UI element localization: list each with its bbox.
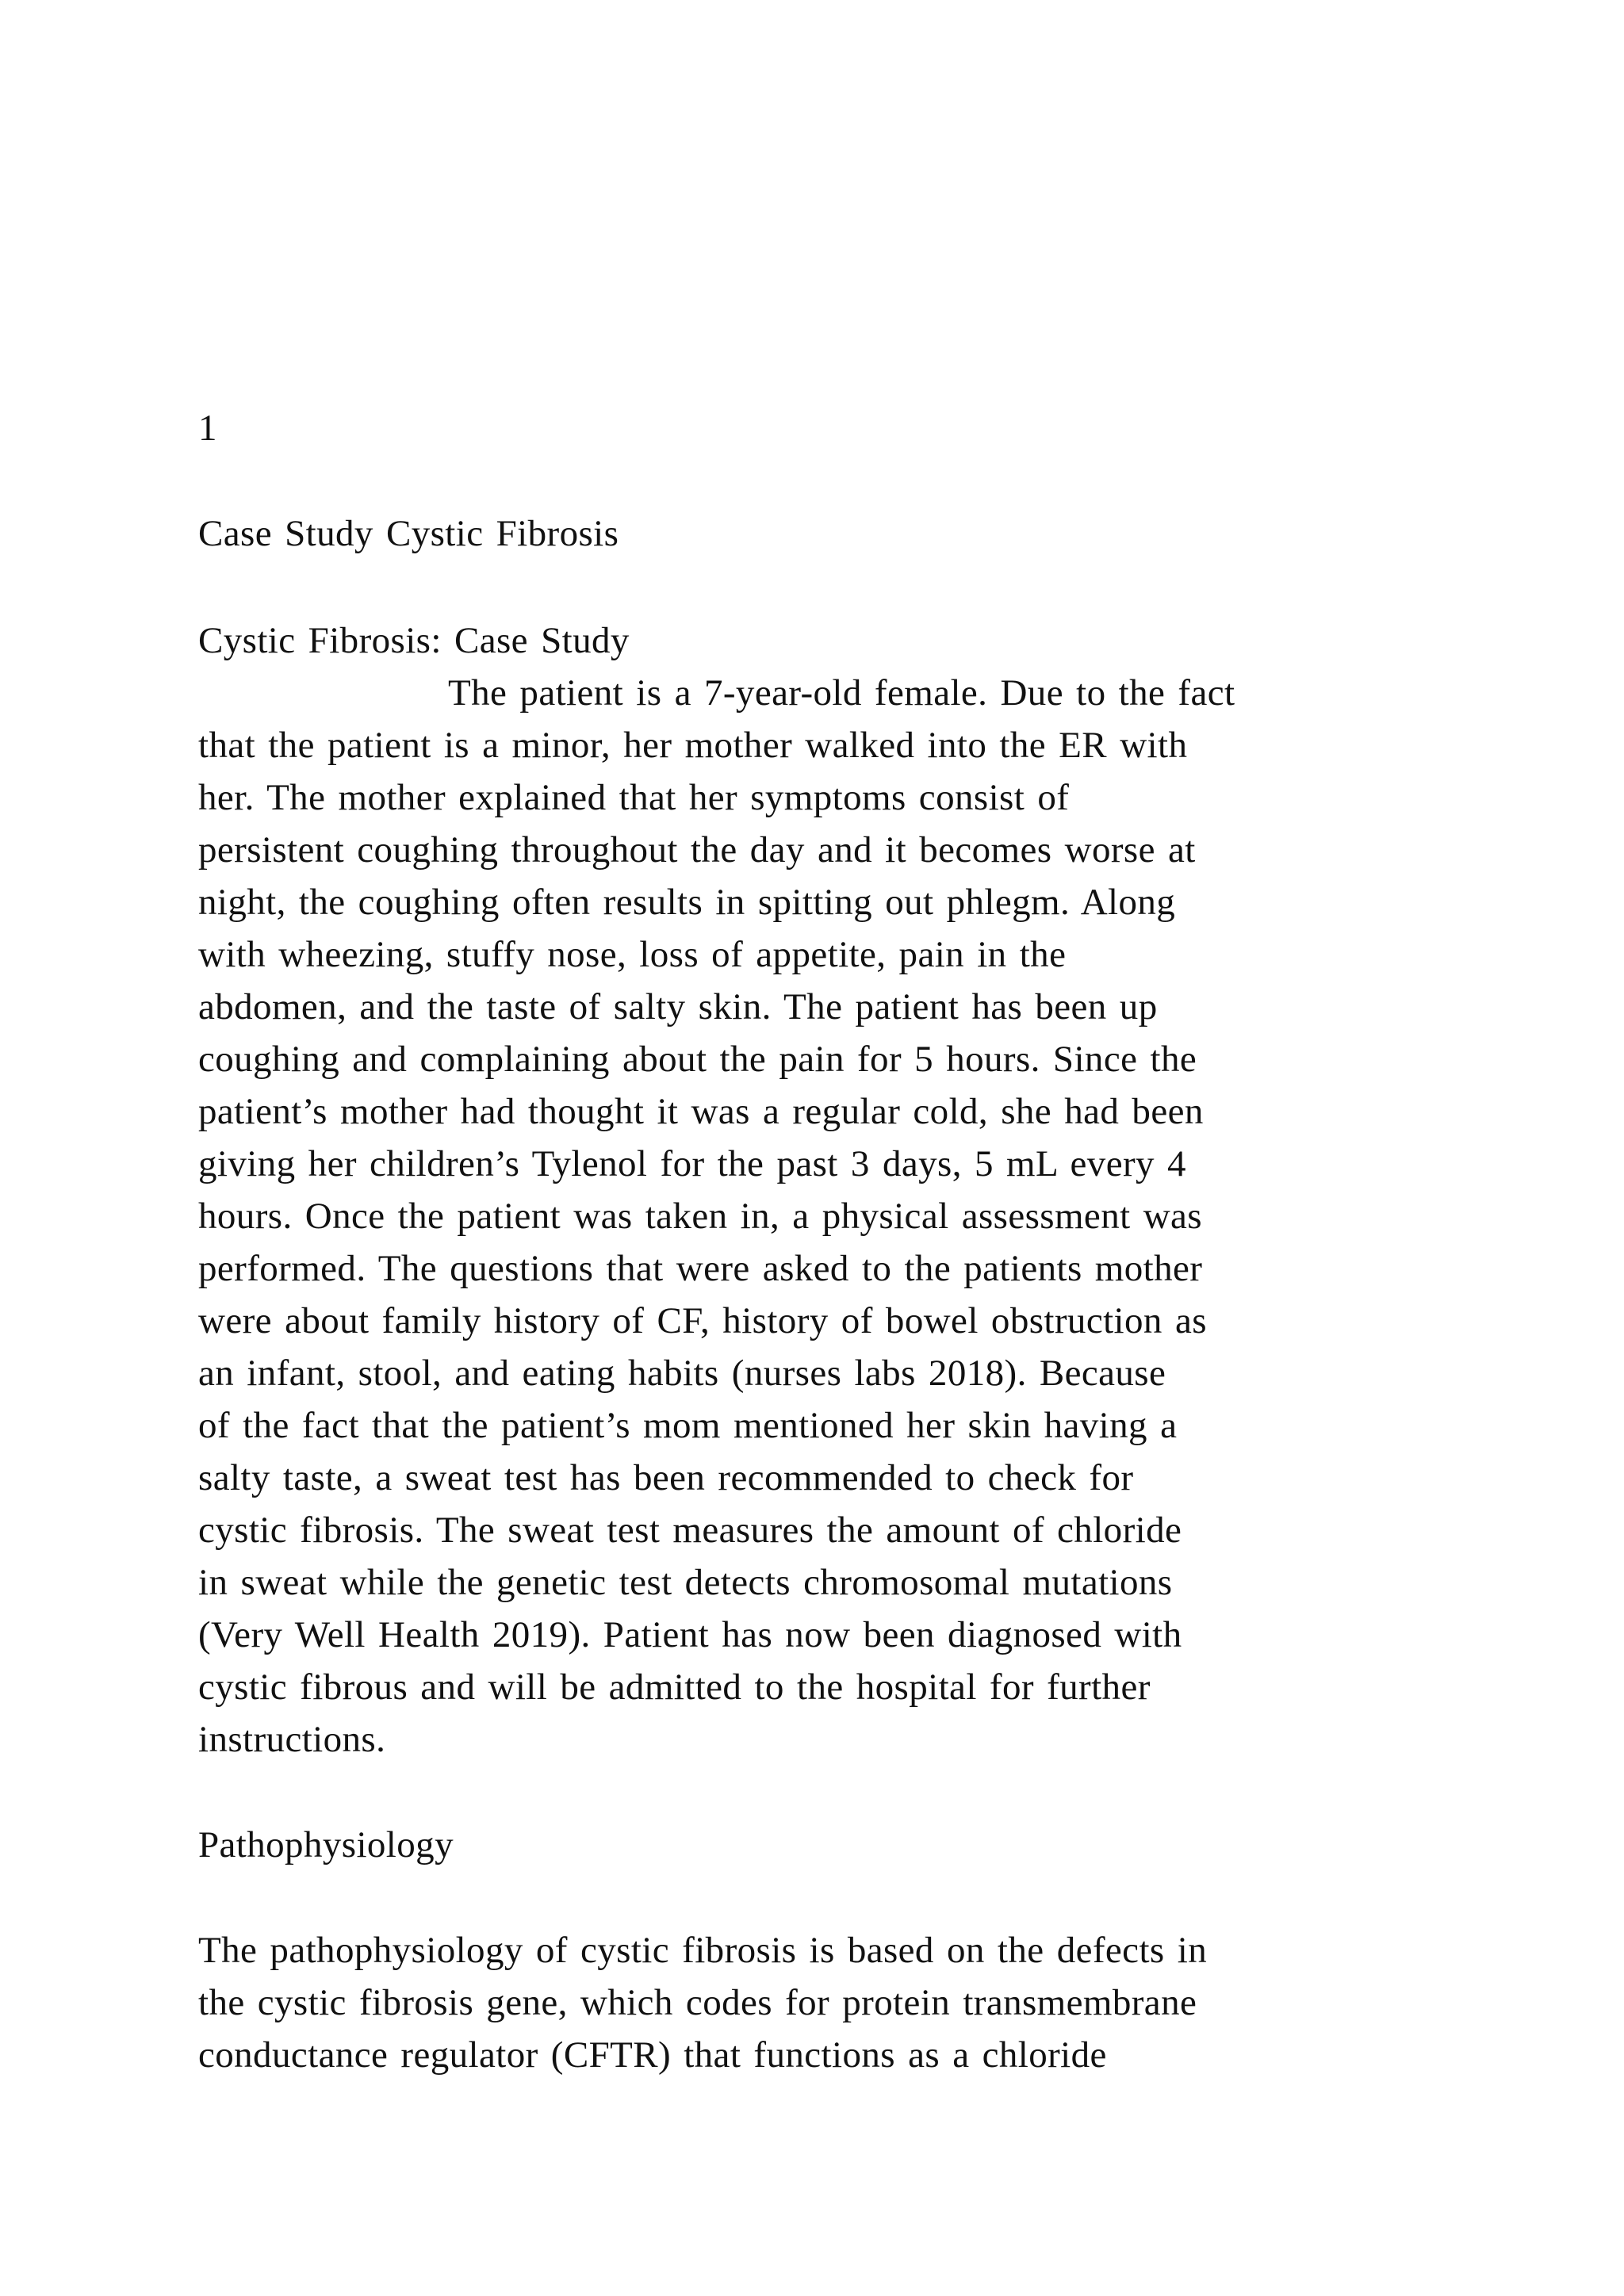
paragraph-line: The patient is a 7-year-old female. Due to the fact	[448, 672, 1235, 714]
paragraph-line: performed. The questions that were asked to the patients mother	[198, 1248, 1203, 1289]
page-number: 1	[198, 408, 217, 449]
running-head: Case Study Cystic Fibrosis	[198, 513, 619, 554]
paragraph-line: of the fact that the patient’s mom mentioned her skin having a	[198, 1405, 1178, 1446]
paragraph-line: conductance regulator (CFTR) that functions as a chloride	[198, 2034, 1107, 2076]
paragraph-line: The pathophysiology of cystic fibrosis is based on the defects in	[198, 1930, 1208, 1971]
paragraph-line: her. The mother explained that her symptoms consist of	[198, 777, 1070, 818]
paragraph-line: coughing and complaining about the pain for 5 hours. Since the	[198, 1039, 1197, 1080]
paragraph-line: salty taste, a sweat test has been recommended to check for	[198, 1457, 1134, 1498]
paragraph-line: were about family history of CF, history of bowel obstruction as	[198, 1300, 1207, 1341]
pathophysiology-heading: Pathophysiology	[198, 1824, 454, 1866]
paragraph-line: the cystic fibrosis gene, which codes for protein transmembrane	[198, 1982, 1197, 2023]
paragraph-line: instructions.	[198, 1719, 386, 1760]
section-title: Cystic Fibrosis: Case Study	[198, 620, 630, 661]
paragraph-line: cystic fibrous and will be admitted to the hospital for further	[198, 1667, 1151, 1708]
paragraph-line: giving her children’s Tylenol for the past 3 days, 5 mL every 4	[198, 1143, 1186, 1184]
paragraph-line: cystic fibrosis. The sweat test measures the amount of chloride	[198, 1510, 1182, 1551]
paragraph-line: an infant, stool, and eating habits (nurses labs 2018). Because	[198, 1353, 1166, 1394]
paragraph-line: night, the coughing often results in spitting out phlegm. Along	[198, 882, 1176, 923]
paragraph-line: hours. Once the patient was taken in, a physical assessment was	[198, 1196, 1202, 1237]
paragraph-line: with wheezing, stuffy nose, loss of appetite, pain in the	[198, 934, 1067, 975]
paragraph-line: in sweat while the genetic test detects chromosomal mutations	[198, 1562, 1173, 1603]
paragraph-line: (Very Well Health 2019). Patient has now been diagnosed with	[198, 1614, 1182, 1655]
paragraph-line: that the patient is a minor, her mother walked into the ER with	[198, 725, 1188, 766]
paragraph-line: patient’s mother had thought it was a regular cold, she had been	[198, 1091, 1204, 1132]
paragraph-line: persistent coughing throughout the day and it becomes worse at	[198, 829, 1196, 871]
paragraph-line: abdomen, and the taste of salty skin. The patient has been up	[198, 986, 1158, 1027]
